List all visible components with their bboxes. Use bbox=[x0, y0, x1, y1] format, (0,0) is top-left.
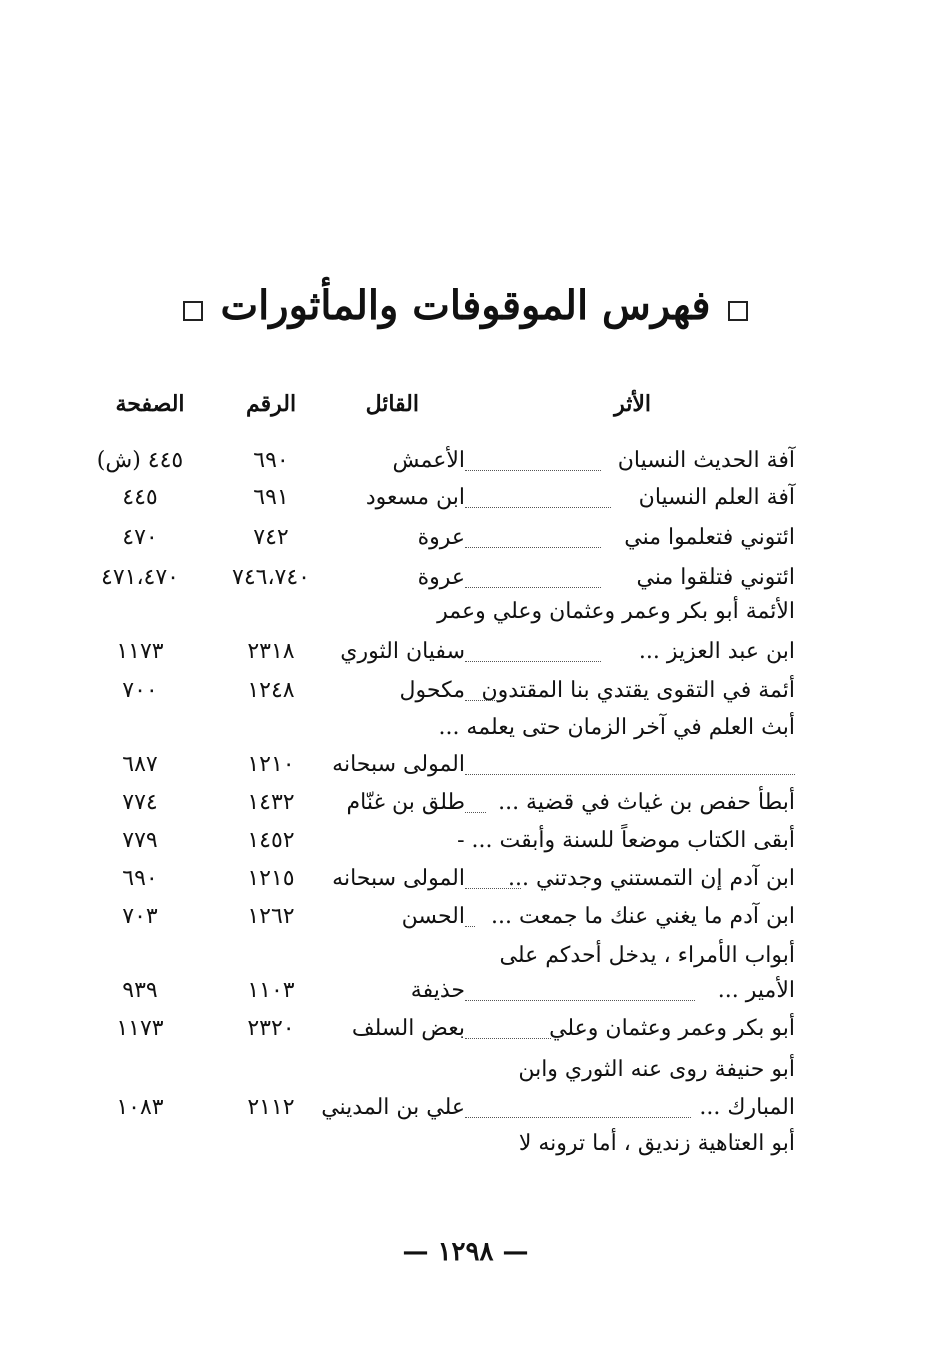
row-page: ٩٣٩ bbox=[122, 978, 158, 1003]
dot-leader bbox=[465, 700, 497, 701]
dot-leader bbox=[465, 1000, 695, 1001]
dot-leader bbox=[465, 774, 795, 775]
row-qa: الحسن bbox=[401, 904, 465, 929]
dot-leader bbox=[465, 547, 601, 548]
dot-leader bbox=[465, 661, 601, 662]
row-qa: المولى سبحانه bbox=[332, 752, 465, 777]
row-num: ٢٣٢٠ bbox=[247, 1016, 295, 1041]
row-page: ٦٨٧ bbox=[122, 752, 158, 777]
row-athar: أبو حنيفة روى عنه الثوري وابن bbox=[518, 1057, 795, 1082]
row-num: ١٤٥٢ bbox=[247, 828, 295, 853]
dot-leader bbox=[465, 888, 521, 889]
table-row bbox=[0, 710, 931, 746]
header-page: الصفحة bbox=[115, 391, 185, 417]
table-header bbox=[0, 386, 931, 422]
dot-leader bbox=[465, 587, 601, 588]
row-athar: أبث العلم في آخر الزمان حتى يعلمه ... bbox=[438, 715, 795, 740]
row-page: ٦٩٠ bbox=[122, 866, 158, 891]
row-num: ٧٤٦،٧٤٠ bbox=[232, 565, 310, 590]
title-block bbox=[0, 282, 931, 329]
row-athar: أئمة في التقوى يقتدي بنا المقتدون bbox=[481, 678, 795, 703]
table-row bbox=[0, 823, 931, 859]
row-page: ١١٧٣ bbox=[116, 639, 164, 664]
table-row bbox=[0, 747, 931, 783]
row-athar: ابن آدم إن التمستني وجدتني ... bbox=[507, 866, 795, 891]
square-ornament-icon bbox=[183, 301, 203, 321]
row-athar: أبواب الأمراء ، يدخل أحدكم على bbox=[499, 943, 795, 968]
row-num: ١٢٤٨ bbox=[247, 678, 295, 703]
row-page: ٧٧٩ bbox=[122, 828, 158, 853]
row-num: ٧٤٢ bbox=[253, 525, 289, 550]
table-row bbox=[0, 973, 931, 1009]
row-num: ١٢١٥ bbox=[247, 866, 295, 891]
row-page: ٤٤٥ (ش) bbox=[96, 448, 184, 473]
row-num: ٦٩١ bbox=[253, 485, 289, 510]
row-num: ١٢٦٢ bbox=[247, 904, 295, 929]
row-num: ٦٩٠ bbox=[253, 448, 289, 473]
header-qa: القائل bbox=[365, 391, 419, 417]
row-page: ٧٧٤ bbox=[122, 790, 158, 815]
table-row bbox=[0, 861, 931, 897]
row-num: ١٤٣٢ bbox=[247, 790, 295, 815]
page-title: فهرس الموقوفات والمأثورات bbox=[220, 282, 711, 329]
row-qa: عروة bbox=[417, 565, 465, 590]
header-athar: الأثر bbox=[614, 391, 651, 417]
table-row bbox=[0, 785, 931, 821]
row-athar: ائتوني فتلقوا مني bbox=[636, 565, 795, 590]
table-row bbox=[0, 480, 931, 516]
row-page: ١٠٨٣ bbox=[116, 1095, 164, 1120]
dot-leader bbox=[465, 1117, 691, 1118]
dot-leader bbox=[465, 470, 601, 471]
dot-leader bbox=[465, 507, 611, 508]
row-qa: المولى سبحانه bbox=[332, 866, 465, 891]
row-num: ١١٠٣ bbox=[247, 978, 295, 1003]
table-row bbox=[0, 1090, 931, 1126]
table-row bbox=[0, 443, 931, 479]
row-qa: طلق بن غنّام bbox=[346, 790, 465, 815]
row-qa: ابن مسعود bbox=[365, 485, 465, 510]
table-row bbox=[0, 594, 931, 630]
table-row bbox=[0, 1052, 931, 1088]
table-row bbox=[0, 634, 931, 670]
page-number: — ١٢٩٨ — bbox=[402, 1237, 529, 1267]
dot-leader bbox=[465, 926, 475, 927]
row-athar: آفة العلم النسيان bbox=[638, 485, 795, 510]
table-row bbox=[0, 560, 931, 596]
row-page: ٤٤٥ bbox=[122, 485, 158, 510]
row-qa: الأعمش bbox=[392, 448, 465, 473]
row-athar: المبارك ... bbox=[699, 1095, 795, 1120]
table-row bbox=[0, 899, 931, 935]
dot-leader bbox=[465, 812, 486, 813]
row-page: ٤٧٠ bbox=[122, 525, 158, 550]
row-athar: آفة الحديث النسيان bbox=[617, 448, 795, 473]
row-page: ٧٠٠ bbox=[122, 678, 158, 703]
dot-leader bbox=[465, 1038, 551, 1039]
row-page: ٤٧١،٤٧٠ bbox=[101, 565, 179, 590]
row-qa: مكحول bbox=[399, 678, 465, 703]
row-athar: الأمير ... bbox=[717, 978, 795, 1003]
row-athar: ابن آدم ما يغني عنك ما جمعت ... bbox=[491, 904, 795, 929]
row-athar: ابن عبد العزيز ... bbox=[638, 639, 795, 664]
row-athar: أبطأ حفص بن غياث في قضية ... bbox=[498, 790, 795, 815]
row-qa: عروة bbox=[417, 525, 465, 550]
row-athar: الأئمة أبو بكر وعمر وعثمان وعلي وعمر bbox=[437, 599, 795, 624]
table-row bbox=[0, 938, 931, 974]
table-row bbox=[0, 520, 931, 556]
row-qa: علي بن المديني bbox=[321, 1095, 465, 1120]
table-row bbox=[0, 1126, 931, 1162]
row-page: ٧٠٣ bbox=[122, 904, 158, 929]
row-num: ٢١١٢ bbox=[247, 1095, 295, 1120]
row-qa: بعض السلف bbox=[351, 1016, 465, 1041]
row-athar: أبقى الكتاب موضعاً للسنة وأبقت ... - bbox=[457, 828, 795, 853]
row-athar: أبو العتاهية زنديق ، أما ترونه لا bbox=[518, 1131, 795, 1156]
row-num: ١٢١٠ bbox=[247, 752, 295, 777]
row-num: ٢٣١٨ bbox=[247, 639, 295, 664]
row-athar: ائتوني فتعلموا مني bbox=[624, 525, 795, 550]
row-qa: سفيان الثوري bbox=[340, 639, 465, 664]
table-row bbox=[0, 673, 931, 709]
row-page: ١١٧٣ bbox=[116, 1016, 164, 1041]
row-athar: أبو بكر وعمر وعثمان وعلي bbox=[549, 1016, 795, 1041]
square-ornament-icon bbox=[728, 301, 748, 321]
header-num: الرقم bbox=[245, 391, 297, 417]
table-row bbox=[0, 1011, 931, 1047]
row-qa: حذيفة bbox=[410, 978, 465, 1003]
